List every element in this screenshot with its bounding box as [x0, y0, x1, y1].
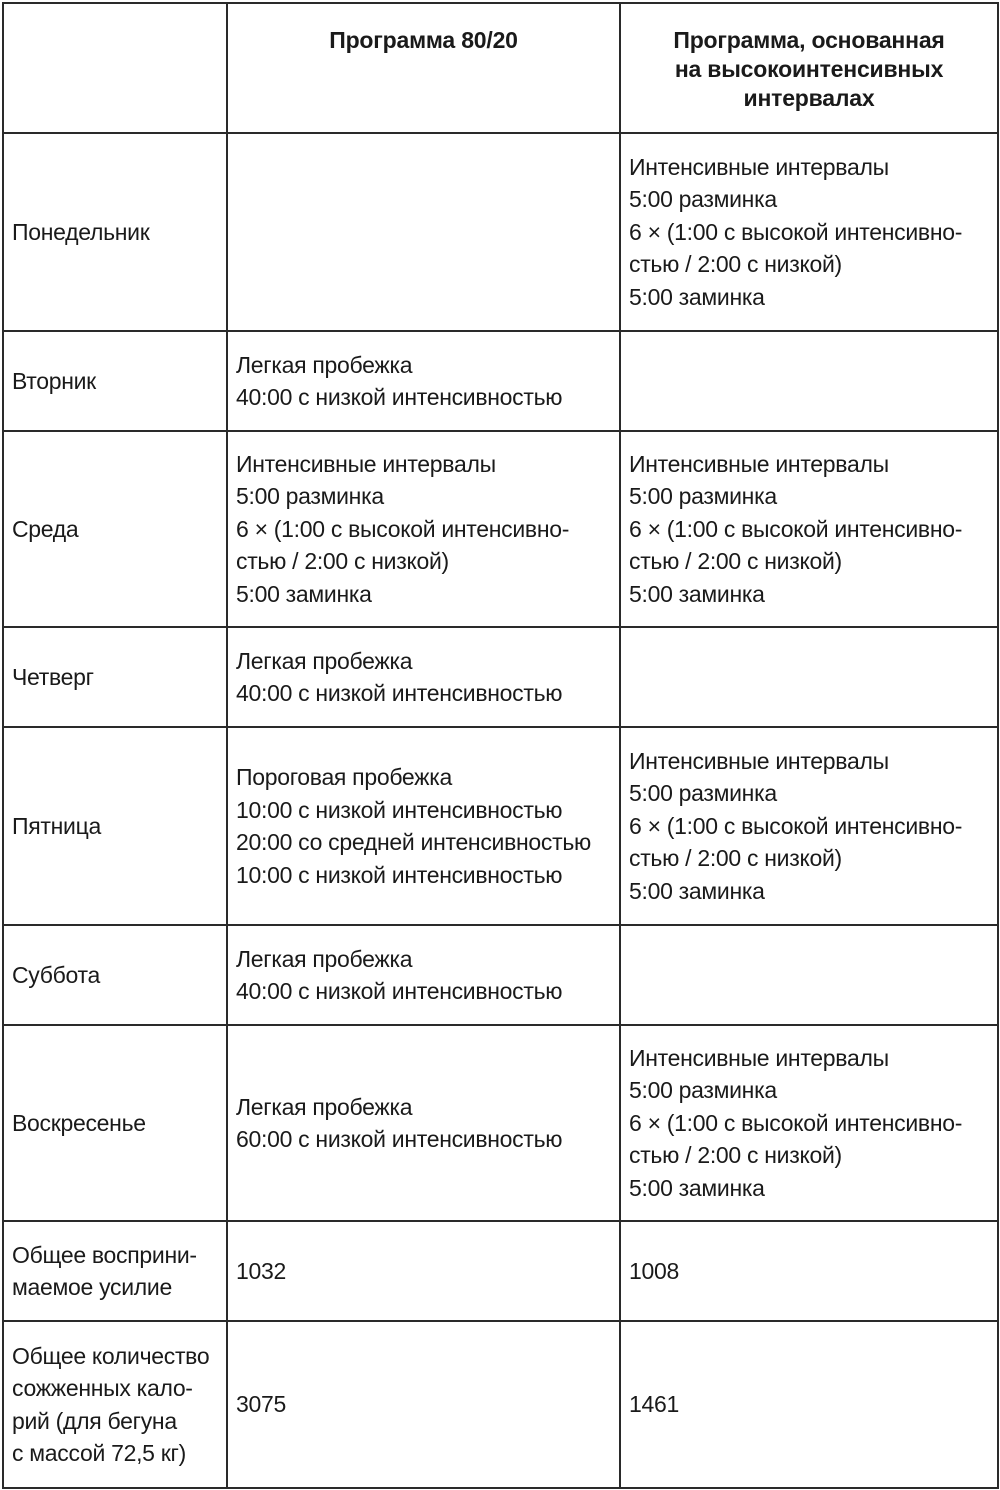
cell-line: Интенсивные интервалы — [629, 450, 889, 477]
cell-line: 5:00 разминка — [629, 186, 777, 213]
program-hiit-cell — [620, 133, 998, 331]
cell-line: сожженных кало- — [12, 1375, 193, 1401]
header-hiit-line: Программа, основанная — [673, 27, 945, 53]
header-hiit-line: интервалах — [743, 85, 875, 111]
cell-line: Пороговая пробежка — [236, 764, 453, 790]
cell-line: 5:00 разминка — [629, 483, 777, 510]
cell-line: стью / 2:00 с низкой) — [629, 1142, 842, 1169]
table-row-tuesday — [3, 331, 998, 431]
cell-text — [236, 1388, 611, 1421]
cell-line: стью / 2:00 с низкой) — [236, 548, 449, 575]
cell-line: 40:00 с низкой интенсивностью — [236, 384, 563, 410]
cell-text — [12, 661, 218, 694]
cell-line: маемое усилие — [12, 1274, 172, 1300]
header-program-8020-label: Программа 80/20 — [329, 27, 518, 53]
cell-text — [12, 810, 218, 843]
row-label-cell — [3, 331, 227, 431]
cell-line: Легкая пробежка — [236, 1093, 413, 1120]
cell-text — [236, 1091, 611, 1156]
cell-text — [236, 761, 611, 891]
cell-text — [12, 365, 218, 398]
table-row-total-effort — [3, 1221, 998, 1321]
comparison-table — [2, 2, 999, 1489]
cell-text — [236, 943, 611, 1008]
header-program-hiit — [620, 3, 998, 133]
cell-line: 5:00 заминка — [629, 283, 765, 310]
program-hiit-cell — [620, 431, 998, 627]
cell-line: Интенсивные интервалы — [236, 450, 496, 477]
program-hiit-cell — [620, 1025, 998, 1221]
cell-line: Четверг — [12, 663, 94, 690]
program-hiit-cell — [620, 925, 998, 1025]
row-label-cell — [3, 1221, 227, 1321]
cell-line: 5:00 заминка — [629, 1174, 765, 1201]
cell-line: Интенсивные интервалы — [629, 1044, 889, 1071]
table-row-saturday — [3, 925, 998, 1025]
program-hiit-cell — [620, 627, 998, 727]
cell-line: 40:00 с низкой интенсивностью — [236, 978, 563, 1004]
row-label-cell — [3, 925, 227, 1025]
cell-line: Легкая пробежка — [236, 945, 413, 972]
cell-line: Суббота — [12, 961, 100, 988]
cell-line: 6 × (1:00 с высокой интенсивно- — [236, 515, 570, 542]
cell-line: Общее восприни- — [12, 1241, 197, 1268]
cell-text — [12, 1107, 218, 1140]
table-row-wednesday — [3, 431, 998, 627]
cell-line: 5:00 заминка — [629, 877, 765, 904]
cell-line: рий (для бегуна — [12, 1407, 177, 1434]
cell-text — [629, 1388, 989, 1421]
table-row-sunday — [3, 1025, 998, 1221]
cell-text — [236, 349, 611, 414]
cell-text — [12, 513, 218, 546]
cell-line: Интенсивные интервалы — [629, 747, 889, 774]
cell-line: 5:00 разминка — [629, 1077, 777, 1104]
header-row — [3, 3, 998, 133]
cell-line: Понедельник — [12, 218, 150, 245]
cell-line: стью / 2:00 с низкой) — [629, 251, 842, 278]
program-8020-cell — [227, 727, 620, 925]
program-8020-cell — [227, 1025, 620, 1221]
table-row-thursday — [3, 627, 998, 727]
program-8020-cell — [227, 925, 620, 1025]
program-hiit-cell — [620, 1321, 998, 1488]
cell-text — [12, 1239, 218, 1304]
cell-line: 6 × (1:00 с высокой интенсивно- — [629, 515, 963, 542]
cell-line: Воскресенье — [12, 1109, 146, 1136]
cell-text — [629, 1042, 989, 1205]
cell-line: стью / 2:00 с низкой) — [629, 845, 842, 872]
cell-line: 1008 — [629, 1257, 679, 1284]
row-label-cell — [3, 1321, 227, 1488]
cell-text — [629, 745, 989, 908]
cell-line: стью / 2:00 с низкой) — [629, 548, 842, 575]
cell-line: 1461 — [629, 1391, 679, 1418]
cell-line: Вторник — [12, 367, 96, 394]
cell-line: 6 × (1:00 с высокой интенсивно- — [629, 1109, 963, 1136]
program-hiit-cell — [620, 727, 998, 925]
program-8020-cell — [227, 133, 620, 331]
row-label-cell — [3, 727, 227, 925]
cell-text — [12, 959, 218, 992]
table-row-total-calories — [3, 1321, 998, 1488]
cell-line: Легкая пробежка — [236, 351, 413, 378]
cell-text — [12, 1340, 218, 1470]
cell-line: 10:00 с низкой интенсивностью — [236, 796, 563, 823]
table-row-monday — [3, 133, 998, 331]
program-8020-cell — [227, 1221, 620, 1321]
program-8020-cell — [227, 627, 620, 727]
cell-line: 5:00 заминка — [236, 580, 372, 607]
row-label-cell — [3, 627, 227, 727]
cell-line: 1032 — [236, 1257, 286, 1284]
cell-text — [629, 448, 989, 611]
program-8020-cell — [227, 431, 620, 627]
cell-line: 5:00 заминка — [629, 580, 765, 607]
cell-line: Легкая пробежка — [236, 647, 413, 674]
header-program-8020 — [227, 3, 620, 133]
cell-text — [12, 216, 218, 249]
cell-text — [629, 1255, 989, 1288]
cell-line: 20:00 со средней интенсивностью — [236, 829, 591, 855]
row-label-cell — [3, 1025, 227, 1221]
program-hiit-cell — [620, 331, 998, 431]
program-8020-cell — [227, 1321, 620, 1488]
cell-line: 5:00 разминка — [236, 483, 384, 510]
cell-text — [236, 645, 611, 710]
cell-line: с массой 72,5 кг) — [12, 1440, 186, 1466]
cell-line: 10:00 с низкой интенсивностью — [236, 861, 563, 888]
cell-text — [236, 1255, 611, 1288]
cell-line: 6 × (1:00 с высокой интенсивно- — [629, 812, 963, 839]
row-label-cell — [3, 133, 227, 331]
cell-line: 5:00 разминка — [629, 780, 777, 807]
cell-line: Среда — [12, 515, 79, 542]
cell-line: Пятница — [12, 812, 101, 839]
cell-line: Интенсивные интервалы — [629, 153, 889, 180]
cell-line: 60:00 с низкой интенсивностью — [236, 1126, 563, 1152]
cell-text — [236, 448, 611, 611]
cell-line: 40:00 с низкой интенсивностью — [236, 680, 563, 706]
cell-line: Общее количество — [12, 1342, 210, 1369]
table-body — [3, 133, 998, 1488]
program-8020-cell — [227, 331, 620, 431]
cell-line: 6 × (1:00 с высокой интенсивно- — [629, 218, 963, 245]
row-label-cell — [3, 431, 227, 627]
cell-line: 3075 — [236, 1391, 286, 1418]
header-corner-cell — [3, 3, 227, 133]
program-hiit-cell — [620, 1221, 998, 1321]
table-row-friday — [3, 727, 998, 925]
cell-text — [629, 151, 989, 314]
header-hiit-line: на высокоинтенсивных — [674, 56, 944, 82]
